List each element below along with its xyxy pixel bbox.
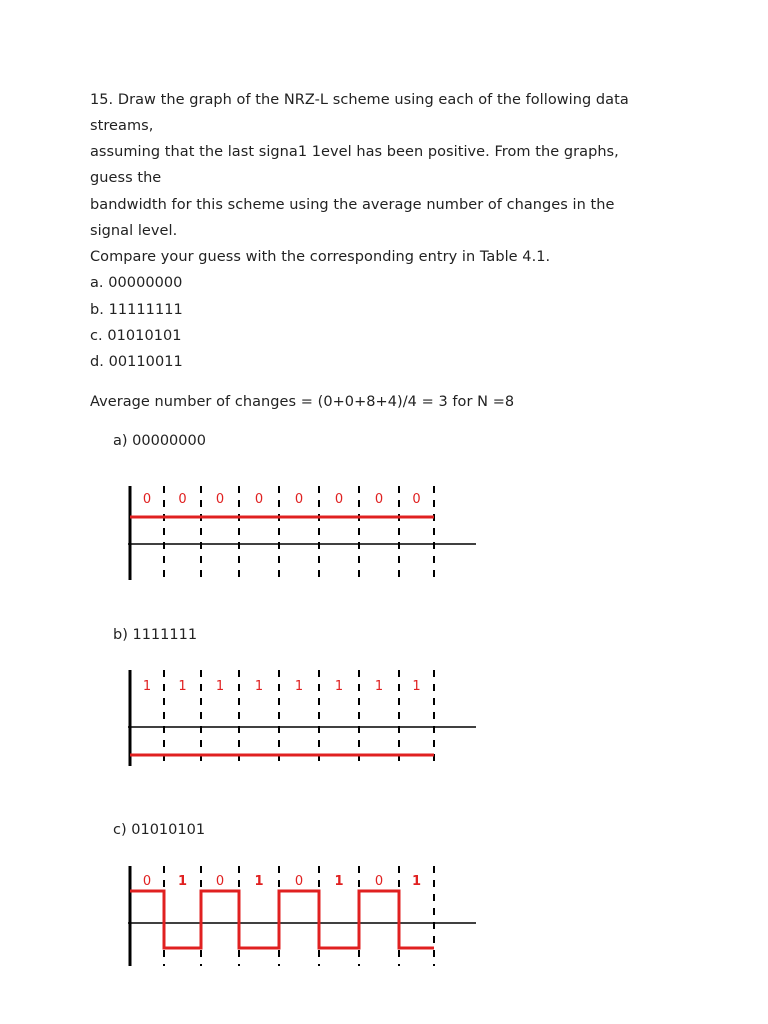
diagram-bits-text: 00000000 — [132, 433, 206, 449]
bit-label: 1 — [334, 874, 344, 889]
bit-label: 1 — [254, 874, 264, 889]
diagram-label-letter: a) — [113, 433, 128, 449]
bit-label: 0 — [215, 874, 225, 889]
bit-label: 0 — [178, 492, 187, 507]
diagram-label-letter: b) — [113, 627, 128, 643]
question-line: streams, — [90, 118, 154, 134]
answer-text: Average number of changes = (0+0+8+4)/4 = 3 for N =8 — [90, 394, 515, 410]
question-line: Compare your guess with the corresponding entry in Table 4.1. — [90, 249, 551, 265]
nrz-signal — [130, 891, 434, 948]
bit-label: 0 — [374, 492, 384, 507]
diagram-bits-text: 1111111 — [132, 627, 198, 643]
option-b: b. 11111111 — [90, 302, 183, 318]
bit-label: 0 — [294, 874, 304, 889]
bit-label: 0 — [412, 492, 421, 507]
bit-label: 0 — [334, 492, 344, 507]
bit-label: 0 — [294, 492, 304, 507]
question-line: assuming that the last signa1 1evel has been positive. From the graphs, — [90, 144, 619, 160]
diagram-bits-text: 01010101 — [131, 822, 206, 838]
bit-label: 1 — [411, 874, 422, 889]
bit-label: 1 — [142, 679, 152, 694]
question-line: 15. Draw the graph of the NRZ-L scheme using each of the following data — [90, 92, 629, 108]
bit-label: 1 — [294, 679, 304, 694]
bit-label: 0 — [142, 874, 152, 889]
option-d: d. 00110011 — [90, 354, 183, 370]
option-a: a. 00000000 — [90, 275, 183, 291]
question-line: bandwidth for this scheme using the average number of changes in the — [90, 197, 615, 213]
diagram-label-letter: c) — [113, 822, 127, 838]
bit-label: 0 — [254, 492, 264, 507]
bit-label: 1 — [177, 874, 188, 889]
option-c: c. 01010101 — [90, 328, 182, 344]
question-line: guess the — [90, 170, 162, 186]
question-line: signal level. — [90, 223, 178, 239]
bit-label: 1 — [178, 679, 187, 694]
bit-label: 1 — [334, 679, 344, 694]
bit-label: 0 — [374, 874, 384, 889]
bit-label: 1 — [254, 679, 264, 694]
bit-label: 1 — [374, 679, 384, 694]
bit-label: 0 — [215, 492, 225, 507]
bit-label: 1 — [412, 679, 421, 694]
bit-label: 1 — [215, 679, 225, 694]
bit-label: 0 — [142, 492, 152, 507]
